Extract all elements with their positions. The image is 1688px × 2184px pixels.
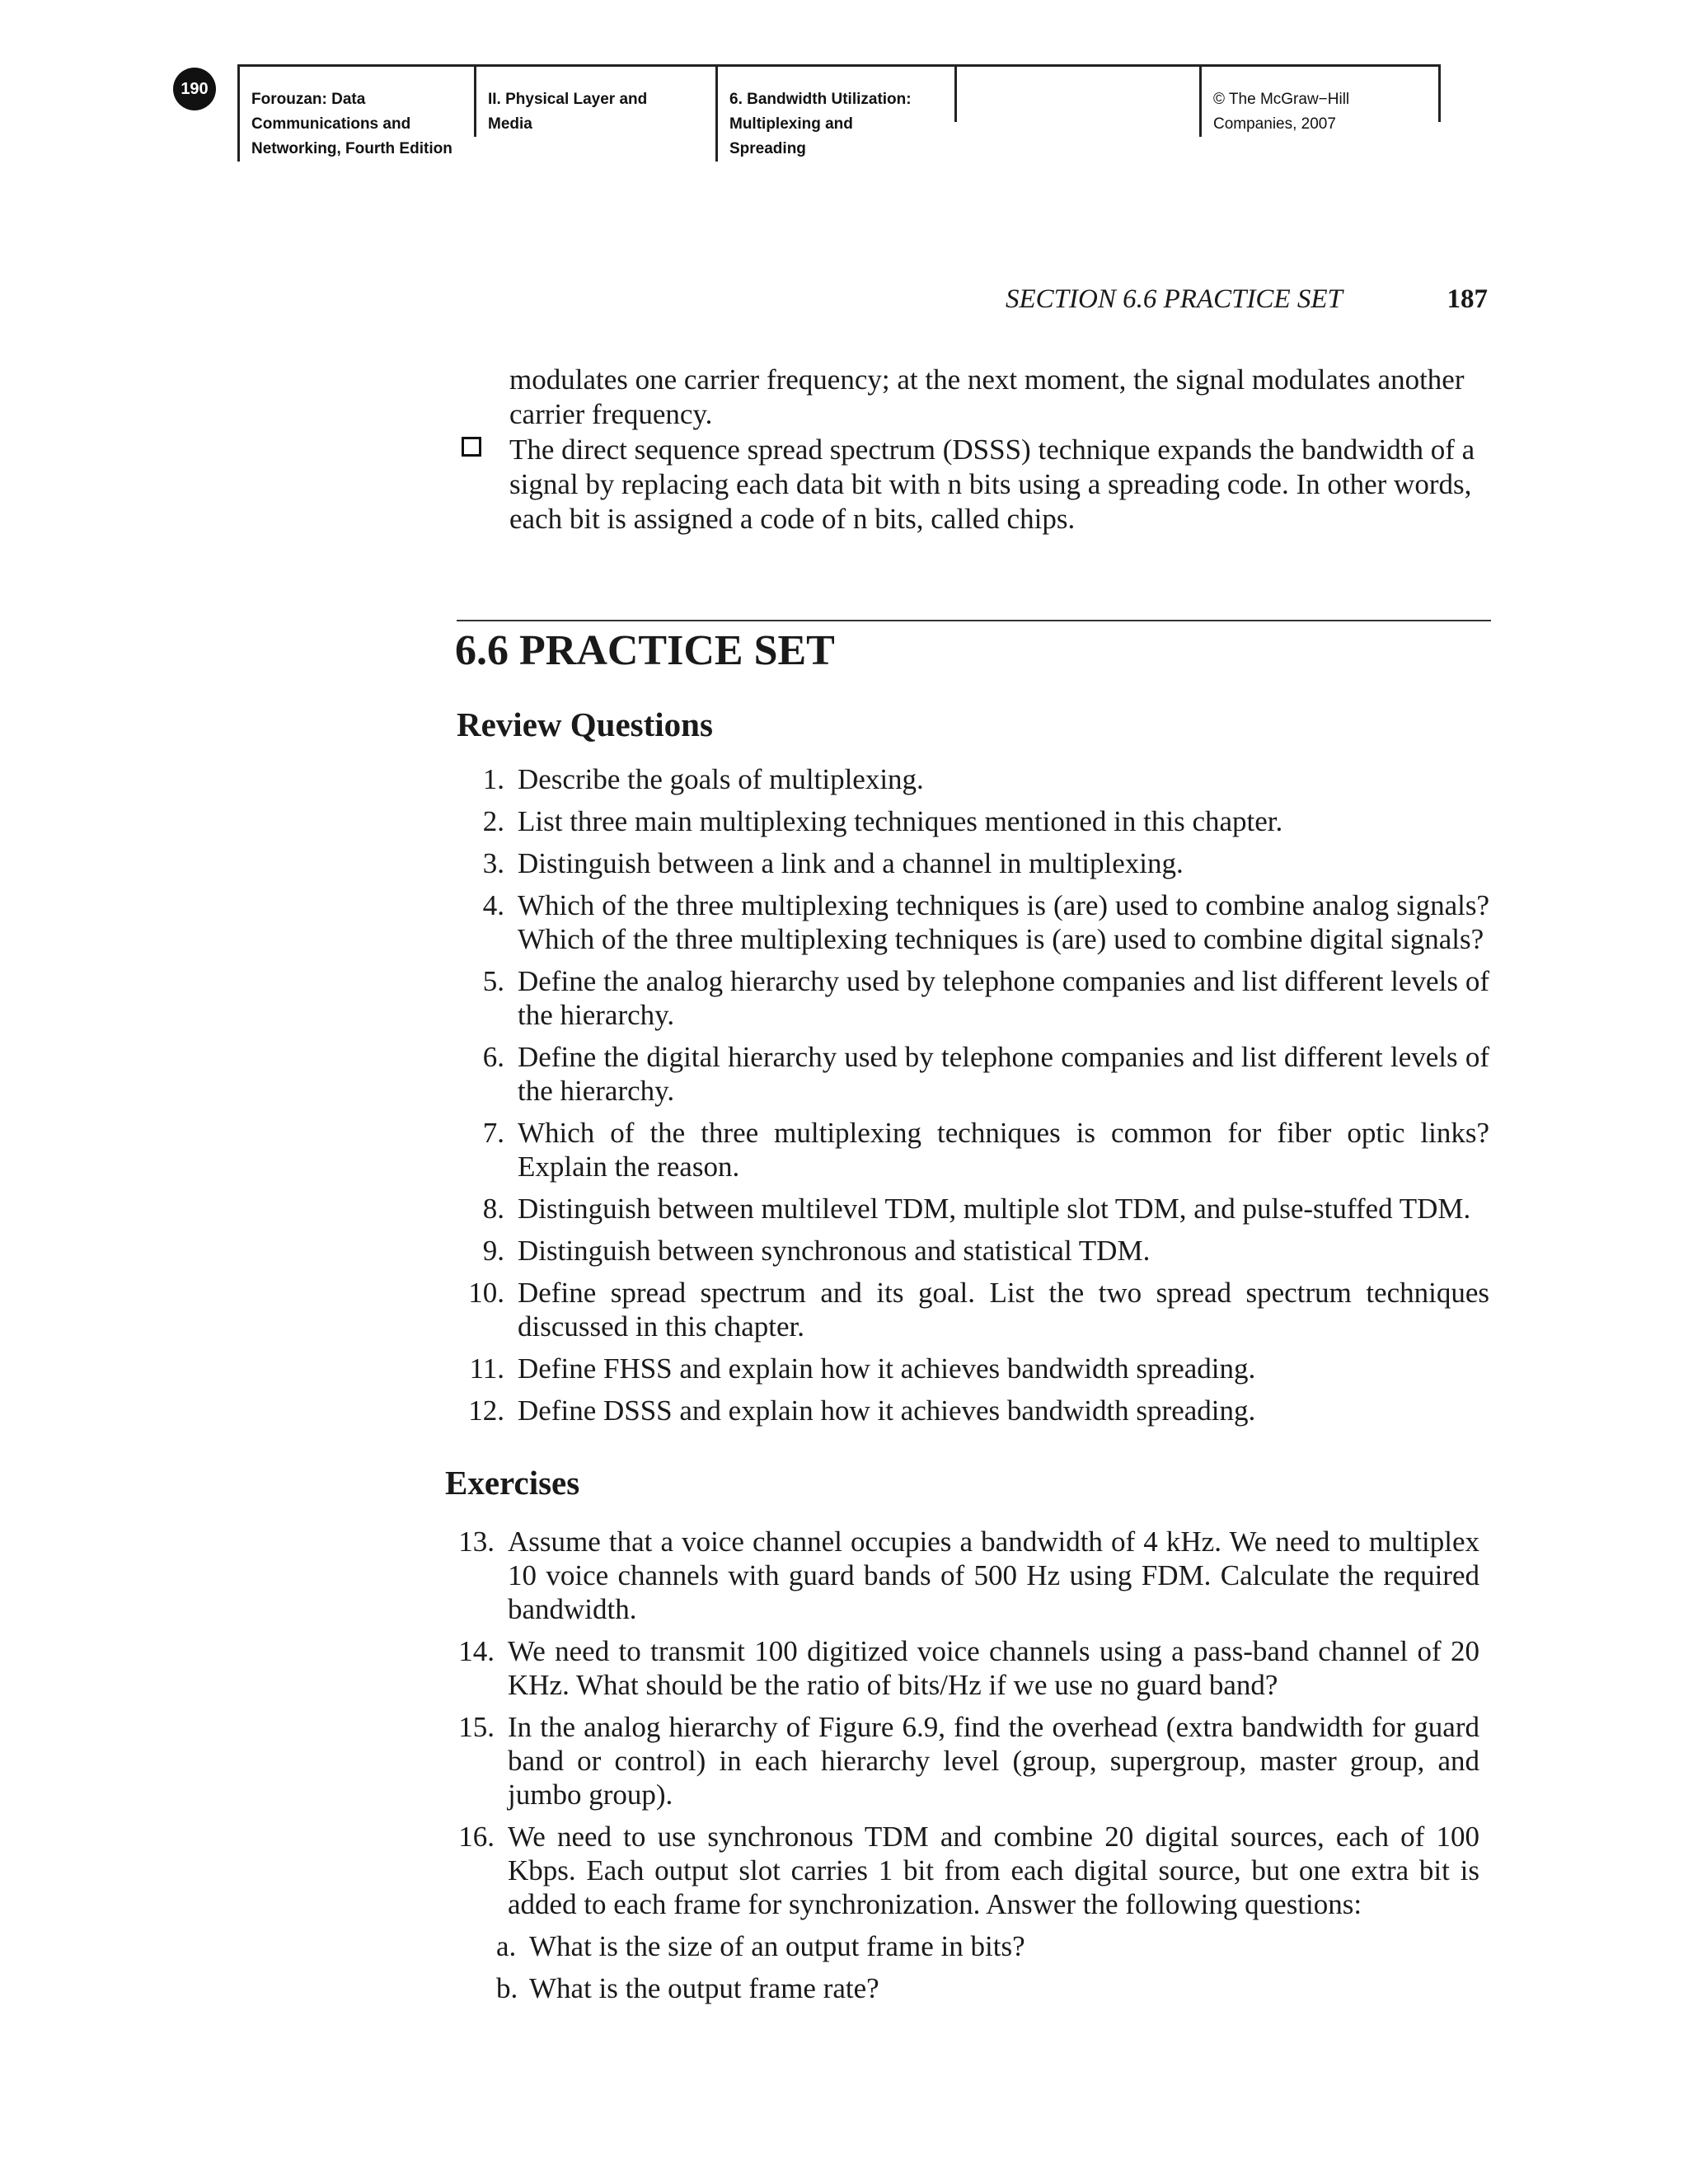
sub-item <box>496 1971 1479 2005</box>
item-text: Define FHSS and explain how it achieves bandwidth spreading. <box>518 1352 1256 1385</box>
header-chapter-title: 6. Bandwidth Utilization: Multiplexing and Spreading <box>715 64 912 162</box>
list-item <box>455 1116 1489 1183</box>
running-head-page-number: 187 <box>1447 284 1488 314</box>
item-number: 4. <box>482 889 504 921</box>
list-item <box>455 1192 1489 1226</box>
list-item <box>445 1710 1479 1811</box>
item-number: 1. <box>482 763 504 795</box>
item-number: 11. <box>469 1352 504 1385</box>
item-number: 8. <box>482 1193 504 1225</box>
header-copyright: © The McGraw−Hill Companies, 2007 <box>1199 64 1349 137</box>
item-number: 5. <box>482 965 504 997</box>
item-text: Assume that a voice channel occupies a bandwidth of 4 kHz. We need to multiplex 10 voice channels with guard bands of 500 Hz using FDM. Calculate the required bandwidth. <box>508 1526 1479 1625</box>
review-questions-list <box>455 762 1489 1436</box>
header-right-rule <box>1438 64 1441 122</box>
item-text: In the analog hierarchy of Figure 6.9, find the overhead (extra bandwidth for guard band or control) in each hierarchy level (group, supergroup, master group, and jumbo group). <box>508 1711 1479 1811</box>
item-text: Describe the goals of multiplexing. <box>518 763 924 795</box>
item-number: 10. <box>468 1277 504 1309</box>
item-number: 3. <box>482 847 504 879</box>
item-text: Distinguish between multilevel TDM, multiple slot TDM, and pulse-stuffed TDM. <box>518 1193 1471 1225</box>
item-number: 16. <box>458 1821 495 1853</box>
item-number: 7. <box>482 1117 504 1149</box>
list-item <box>455 1394 1489 1427</box>
sub-item-text: What is the size of an output frame in bits? <box>529 1930 1025 1962</box>
item-number: 6. <box>482 1041 504 1073</box>
exercises-heading: Exercises <box>445 1464 580 1502</box>
page-number-badge: 190 <box>173 68 216 110</box>
section-title: 6.6 PRACTICE SET <box>455 627 835 674</box>
dsss-summary-paragraph: The direct sequence spread spectrum (DSSS) technique expands the bandwidth of a signal by replacing each data bit with n bits using a spreading code. In other words, each bit is assigned a code of n bits, called chips. <box>509 434 1475 535</box>
sub-item <box>496 1929 1479 1963</box>
sub-item-letter: b. <box>496 1972 518 2004</box>
item-text: Distinguish between synchronous and statistical TDM. <box>518 1235 1151 1267</box>
item-text: Define the analog hierarchy used by telephone companies and list different levels of the hierarchy. <box>518 965 1489 1031</box>
list-item <box>455 762 1489 796</box>
item-text: Define the digital hierarchy used by telephone companies and list different levels of the hierarchy. <box>518 1041 1489 1107</box>
list-item <box>445 1634 1479 1702</box>
running-head-title: SECTION 6.6 PRACTICE SET <box>1006 284 1343 314</box>
running-head <box>1006 284 1488 315</box>
list-item <box>455 1352 1489 1385</box>
item-number: 13. <box>458 1526 495 1558</box>
list-item <box>455 1234 1489 1268</box>
continuation-paragraph: modulates one carrier frequency; at the next moment, the signal modulates another carrier frequency. <box>509 363 1465 430</box>
list-item <box>455 804 1489 838</box>
item-text: Which of the three multiplexing techniques is (are) used to combine analog signals? Which of the three multiplexing techniques is (are) used to combine digital signals? <box>518 889 1489 955</box>
header-part-title: II. Physical Layer and Media <box>474 64 647 137</box>
list-item <box>445 1525 1479 1626</box>
list-item <box>455 1276 1489 1343</box>
list-item <box>445 1820 1479 1921</box>
exercises-list <box>445 1525 1479 2013</box>
sub-item-letter: a. <box>496 1930 517 1962</box>
checkbox-bullet-icon <box>462 437 481 457</box>
review-questions-heading: Review Questions <box>457 705 713 743</box>
item-number: 14. <box>458 1635 495 1667</box>
item-number: 9. <box>482 1235 504 1267</box>
sub-item-text: What is the output frame rate? <box>529 1972 879 2004</box>
item-number: 2. <box>482 805 504 837</box>
list-item <box>455 888 1489 956</box>
item-text: We need to use synchronous TDM and combine 20 digital sources, each of 100 Kbps. Each output slot carries 1 bit from each digital source, but one extra bit is added to each frame for synchronization. Answer the following questions: <box>508 1821 1479 1920</box>
item-text: Define spread spectrum and its goal. List the two spread spectrum techniques discussed in this chapter. <box>518 1277 1489 1343</box>
item-text: Which of the three multiplexing techniques is common for fiber optic links? Explain the reason. <box>518 1117 1489 1183</box>
item-text: We need to transmit 100 digitized voice channels using a pass-band channel of 20 KHz. What should be the ratio of bits/Hz if we use no guard band? <box>508 1635 1479 1701</box>
item-text: List three main multiplexing techniques mentioned in this chapter. <box>518 805 1283 837</box>
header-book-title: Forouzan: Data Communications and Networking, Fourth Edition <box>237 64 452 162</box>
item-number: 15. <box>458 1711 495 1743</box>
section-divider-rule <box>457 620 1491 621</box>
header-divider <box>954 64 968 122</box>
item-number: 12. <box>468 1394 504 1427</box>
list-item <box>455 1040 1489 1108</box>
item-text: Define DSSS and explain how it achieves bandwidth spreading. <box>518 1394 1256 1427</box>
item-text: Distinguish between a link and a channel in multiplexing. <box>518 847 1184 879</box>
list-item <box>455 846 1489 880</box>
list-item <box>455 964 1489 1032</box>
